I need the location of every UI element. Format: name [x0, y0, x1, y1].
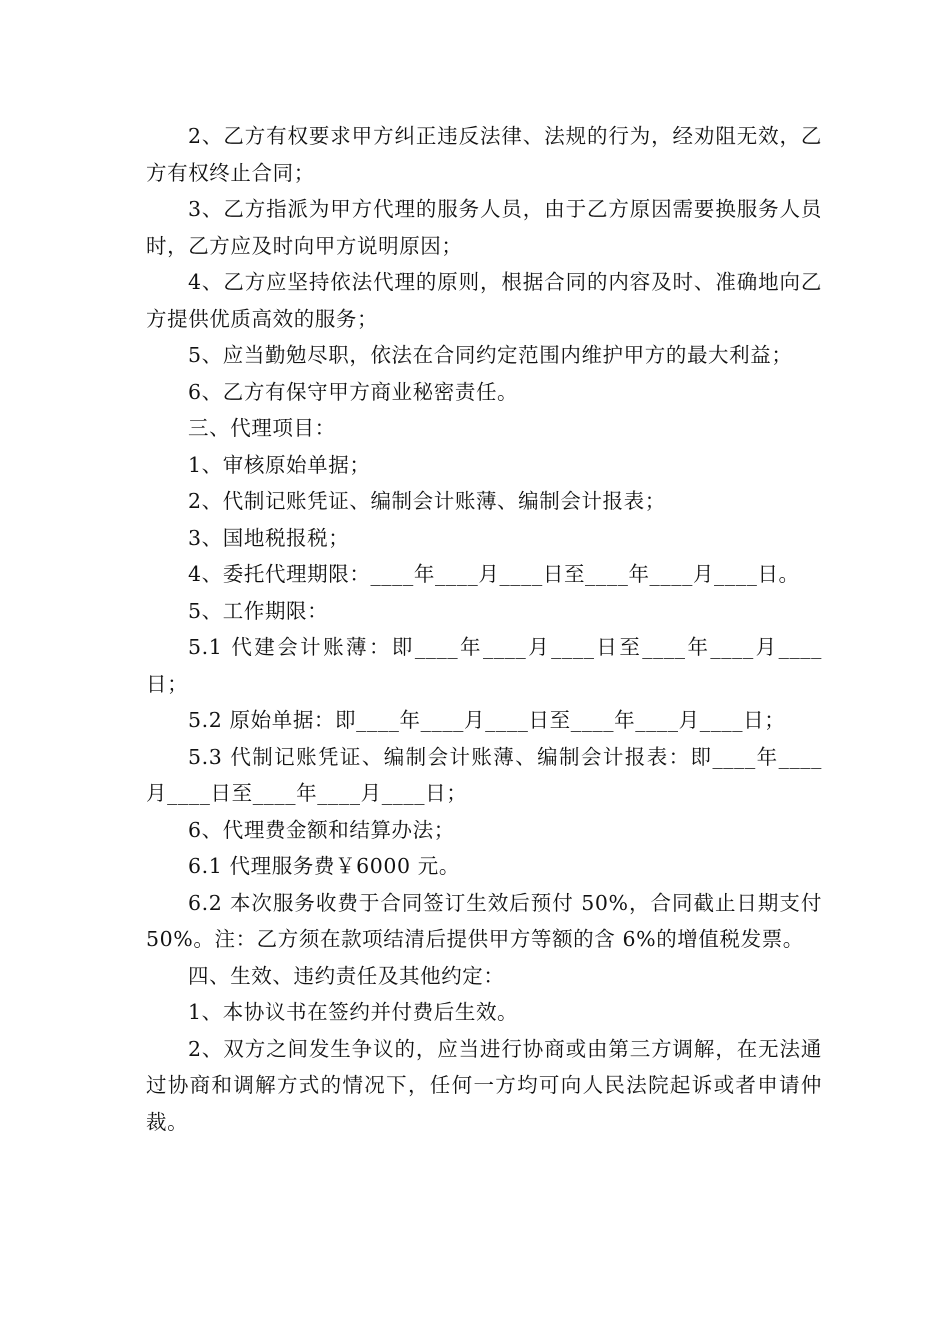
- paragraph-review-documents: 1、审核原始单据；: [188, 452, 371, 477]
- paragraph-lawful-agency: 4、乙方应坚持依法代理的原则，根据合同的内容及时、准确地向乙方提供优质高效的服务；: [146, 270, 822, 331]
- paragraph-confidentiality: 6、乙方有保守甲方商业秘密责任。: [188, 379, 519, 404]
- section-heading-effect-liability: 四、生效、违约责任及其他约定：: [188, 963, 505, 988]
- section-heading-agency-items: 三、代理项目：: [188, 416, 336, 440]
- paragraph-staff-replacement: 3、乙方指派为甲方代理的服务人员，由于乙方原因需要换服务人员时，乙方应及时向甲方说明原因；: [146, 197, 822, 258]
- paragraph-party-b-right-terminate: 2、乙方有权要求甲方纠正违反法律、法规的行为，经劝阻无效，乙方有权终止合同；: [146, 124, 822, 185]
- paragraph-work-period-5-3: 5.3 代制记账凭证、编制会计账薄、编制会计报表：即____年____月____日至____年____月____日；: [146, 744, 822, 805]
- document-body: [146, 118, 822, 1140]
- paragraph-agency-term: 4、委托代理期限：____年____月____日至____年____月____日。: [188, 562, 800, 586]
- paragraph-work-period: 5、工作期限：: [188, 598, 329, 623]
- paragraph-fee-amount: 6.1 代理服务费￥6000 元。: [188, 854, 461, 878]
- paragraph-tax-filing: 3、国地税报税；: [188, 525, 350, 550]
- paragraph-dispute-resolution: 2、双方之间发生争议的，应当进行协商或由第三方调解，在无法通过协商和调解方式的情况下，任何一方均可向人民法院起诉或者申请仲裁。: [146, 1036, 822, 1134]
- paragraph-fee-settlement: 6、代理费金额和结算办法；: [188, 817, 455, 842]
- paragraph-effective: 1、本协议书在签约并付费后生效。: [188, 1000, 519, 1024]
- paragraph-diligence: 5、应当勤勉尽职，依法在合同约定范围内维护甲方的最大利益；: [188, 343, 793, 367]
- paragraph-bookkeeping: 2、代制记账凭证、编制会计账薄、编制会计报表；: [188, 489, 666, 513]
- paragraph-work-period-5-1: 5.1 代建会计账薄：即____年____月____日至____年____月____日；: [146, 635, 822, 696]
- paragraph-payment-terms: 6.2 本次服务收费于合同签订生效后预付 50%，合同截止日期支付 50%。注：乙方须在款项结清后提供甲方等额的含 6%的增值税发票。: [146, 890, 822, 951]
- paragraph-work-period-5-2: 5.2 原始单据：即____年____月____日至____年____月____日；: [188, 708, 786, 732]
